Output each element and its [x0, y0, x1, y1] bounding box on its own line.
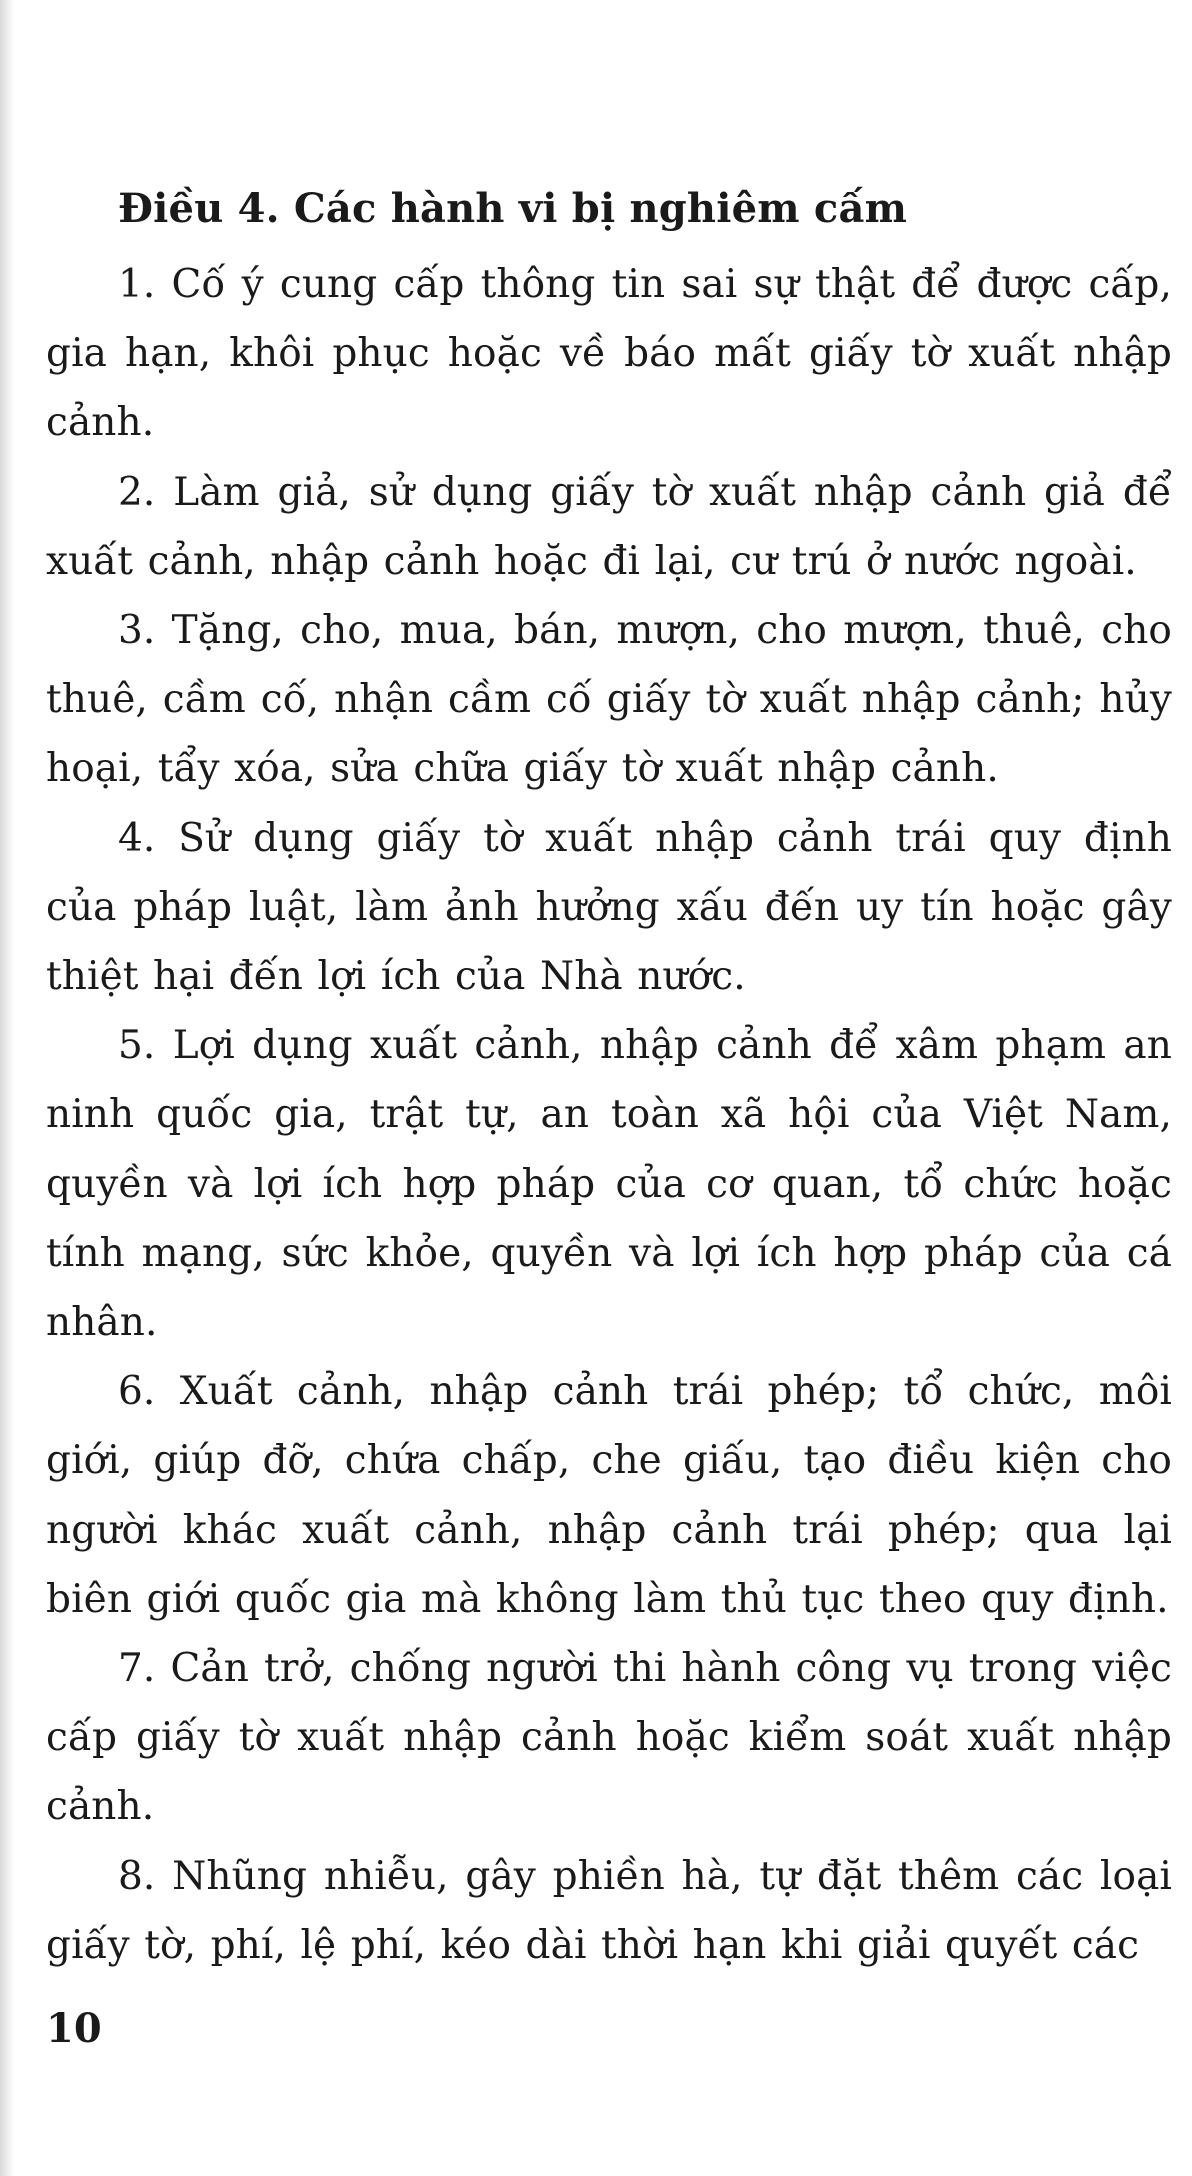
clause-8: 8. Nhũng nhiễu, gây phiền hà, tự đặt thêm các loại giấy tờ, phí, lệ phí, kéo dài thời hạn khi giải quyết các [46, 1853, 1172, 1968]
article-clauses [46, 250, 1172, 1980]
page-number: 10 [46, 2005, 102, 2052]
page-content [46, 176, 1172, 1980]
clause-3: 3. Tặng, cho, mua, bán, mượn, cho mượn, thuê, cho thuê, cầm cố, nhận cầm cố giấy tờ xuất nhập cảnh; hủy hoại, tẩy xóa, sửa chữa giấy tờ xuất nhập cảnh. [46, 608, 1172, 792]
clause-6: 6. Xuất cảnh, nhập cảnh trái phép; tổ chức, môi giới, giúp đỡ, chứa chấp, che giấu, tạo điều kiện cho người khác xuất cảnh, nhập cảnh trái phép; qua lại biên giới quốc gia mà không làm thủ tục theo quy định. [46, 1369, 1172, 1622]
article-heading: Điều 4. Các hành vi bị nghiêm cấm [118, 185, 908, 232]
clause-7: 7. Cản trở, chống người thi hành công vụ trong việc cấp giấy tờ xuất nhập cảnh hoặc kiểm soát xuất nhập cảnh. [46, 1646, 1172, 1830]
clause-2: 2. Làm giả, sử dụng giấy tờ xuất nhập cảnh giả để xuất cảnh, nhập cảnh hoặc đi lại, cư trú ở nước ngoài. [46, 469, 1172, 584]
clause-4: 4. Sử dụng giấy tờ xuất nhập cảnh trái quy định của pháp luật, làm ảnh hưởng xấu đến uy tín hoặc gây thiệt hại đến lợi ích của Nhà nước. [46, 815, 1172, 1000]
page-binding-shadow [0, 0, 14, 2176]
clause-1: 1. Cố ý cung cấp thông tin sai sự thật để được cấp, gia hạn, khôi phục hoặc về báo mất giấy tờ xuất nhập cảnh. [46, 262, 1172, 446]
clause-5: 5. Lợi dụng xuất cảnh, nhập cảnh để xâm phạm an ninh quốc gia, trật tự, an toàn xã hội của Việt Nam, quyền và lợi ích hợp pháp của cơ quan, tổ chức hoặc tính mạng, sức khỏe, quyền và lợi ích hợp pháp của cá nhân. [46, 1023, 1172, 1346]
